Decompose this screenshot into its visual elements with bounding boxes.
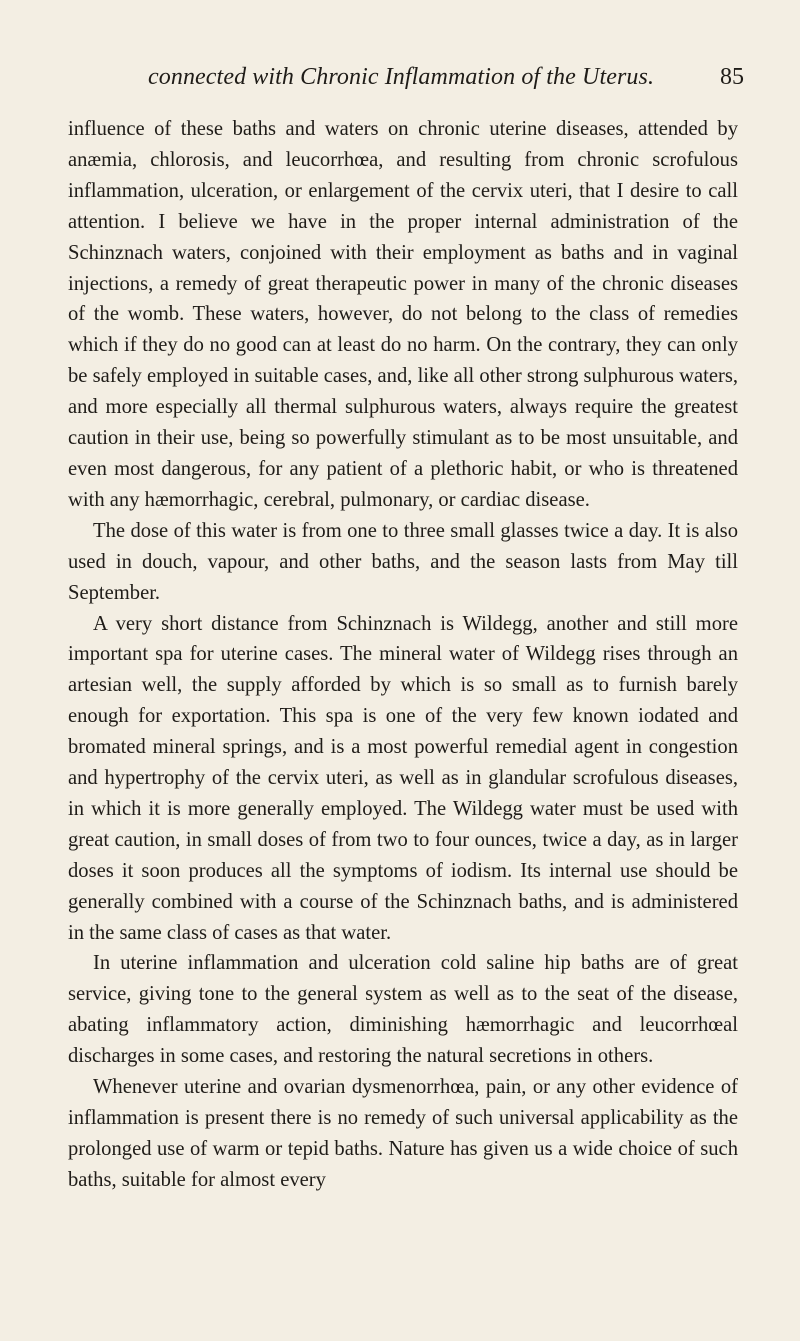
paragraph-continuation: influence of these baths and waters on chronic uterine diseases, attended by anæmia, chlorosis, and leucorrhœa, and resulting from chronic scrofulous inflammation, ulceration, or enlargement of the cervix uteri, that I desire to call attention. I believe we have in the proper internal administration of the Schinznach waters, conjoined with their employment as baths and in vaginal injections, a remedy of great therapeutic power in many of the chronic diseases of the womb. These waters, however, do not belong to the class of remedies which if they do no good can at least do no harm. On the contrary, they can only be safely employed in suitable cases, and, like all other strong sulphurous waters, and more especially all thermal sulphurous waters, always require the greatest caution in their use, being so powerfully stimulant as to be most unsuitable, and even most dangerous, for any patient of a plethoric habit, or who is threatened with any hæmorrhagic, cerebral, pulmonary, or cardiac disease. bbox=[68, 118, 738, 511]
paragraph-hip-baths: In uterine inflammation and ulceration cold saline hip baths are of great service, giving tone to the general system as well as to the seat of the disease, abating inflammatory action, diminishing hæmorrhagic and leucorrhœal discharges in some cases, and restoring the natural secretions in others. bbox=[68, 952, 738, 1068]
running-head-title: connected with Chronic Inflammation of the Uterus. bbox=[148, 64, 655, 90]
paragraph-wildegg: A very short distance from Schinznach is Wildegg, another and still more important spa for uterine cases. The mineral water of Wildegg rises through an artesian well, the supply afforded by which is so small as to furnish barely enough for exportation. This spa is one of the very few known iodated and bromated mineral springs, and is a most powerful remedial agent in congestion and hypertrophy of the cervix uteri, as well as in glandular scrofulous diseases, in which it is more generally employed. The Wildegg water must be used with great caution, in small doses of from two to four ounces, twice a day, as in larger doses it soon produces all the symptoms of iodism. Its internal use should be generally combined with a course of the Schinznach baths, and is administered in the same class of cases as that water. bbox=[68, 612, 738, 944]
paragraph-dose: The dose of this water is from one to three small glasses twice a day. It is also used in douch, vapour, and other baths, and the season lasts from May till September. bbox=[68, 519, 738, 604]
body-text bbox=[68, 114, 738, 1196]
paragraph-tepid-baths: Whenever uterine and ovarian dysmenorrhœa, pain, or any other evidence of inflammation is present there is no remedy of such universal applicability as the prolonged use of warm or tepid baths. Nature has given us a wide choice of such baths, suitable for almost every bbox=[68, 1076, 738, 1191]
page-number: 85 bbox=[720, 64, 744, 90]
running-head bbox=[120, 64, 752, 100]
